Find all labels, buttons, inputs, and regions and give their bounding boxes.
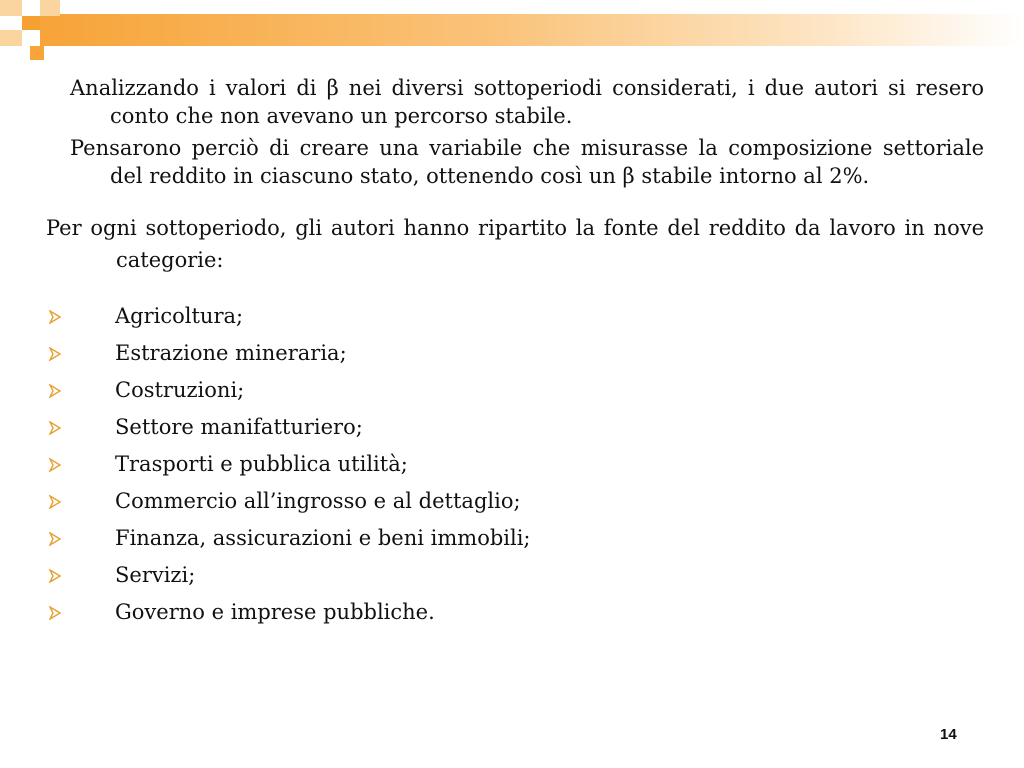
header-square xyxy=(0,16,22,30)
header-square xyxy=(0,30,22,46)
arrowhead-bullet-icon xyxy=(46,343,115,363)
arrowhead-bullet-icon xyxy=(46,306,115,326)
category-label: Governo e imprese pubbliche. xyxy=(115,599,435,624)
paragraph-sector-variable: Pensarono perciò di creare una variabile che misurasse la composizione settoriale del reddito in ciascuno stato, ottenendo così un β stabile intorno al 2%. xyxy=(70,136,984,188)
category-label: Costruzioni; xyxy=(115,377,245,402)
category-label: Finanza, assicurazioni e beni immobili; xyxy=(115,525,531,550)
arrowhead-bullet-icon xyxy=(46,491,115,511)
list-item xyxy=(46,371,984,408)
list-item xyxy=(46,593,984,630)
arrowhead-bullet-icon xyxy=(46,417,115,437)
category-label: Agricoltura; xyxy=(115,303,244,328)
category-label: Commercio all’ingrosso e al dettaglio; xyxy=(115,488,521,513)
list-item xyxy=(46,334,984,371)
category-label: Trasporti e pubblica utilità; xyxy=(115,451,408,476)
category-label: Servizi; xyxy=(115,562,196,587)
list-item xyxy=(46,519,984,556)
header-square xyxy=(0,0,22,16)
header-square xyxy=(30,46,44,60)
header-square xyxy=(40,16,60,46)
arrowhead-bullet-icon xyxy=(46,565,115,585)
header-square xyxy=(22,30,40,46)
header-square xyxy=(22,16,40,30)
arrowhead-bullet-icon xyxy=(46,602,115,622)
list-item xyxy=(46,408,984,445)
list-item xyxy=(46,556,984,593)
list-item xyxy=(46,445,984,482)
categories-list xyxy=(46,297,984,630)
category-label: Settore manifatturiero; xyxy=(115,414,363,439)
arrowhead-bullet-icon xyxy=(46,528,115,548)
list-item xyxy=(46,297,984,334)
header-square xyxy=(22,0,40,16)
header-square xyxy=(40,0,60,16)
slide-content xyxy=(46,74,984,630)
arrowhead-bullet-icon xyxy=(46,380,115,400)
header-gradient-band xyxy=(60,14,1024,46)
category-label: Estrazione mineraria; xyxy=(115,340,347,365)
arrowhead-bullet-icon xyxy=(46,454,115,474)
paragraph-categories-intro: Per ogni sottoperiodo, gli autori hanno ripartito la fonte del reddito da lavoro in nove categorie: xyxy=(46,216,984,272)
paragraph-beta-analysis: Analizzando i valori di β nei diversi sottoperiodi considerati, i due autori si resero conto che non avevano un percorso stabile. xyxy=(70,76,984,128)
page-number: 14 xyxy=(940,726,957,743)
list-item xyxy=(46,482,984,519)
